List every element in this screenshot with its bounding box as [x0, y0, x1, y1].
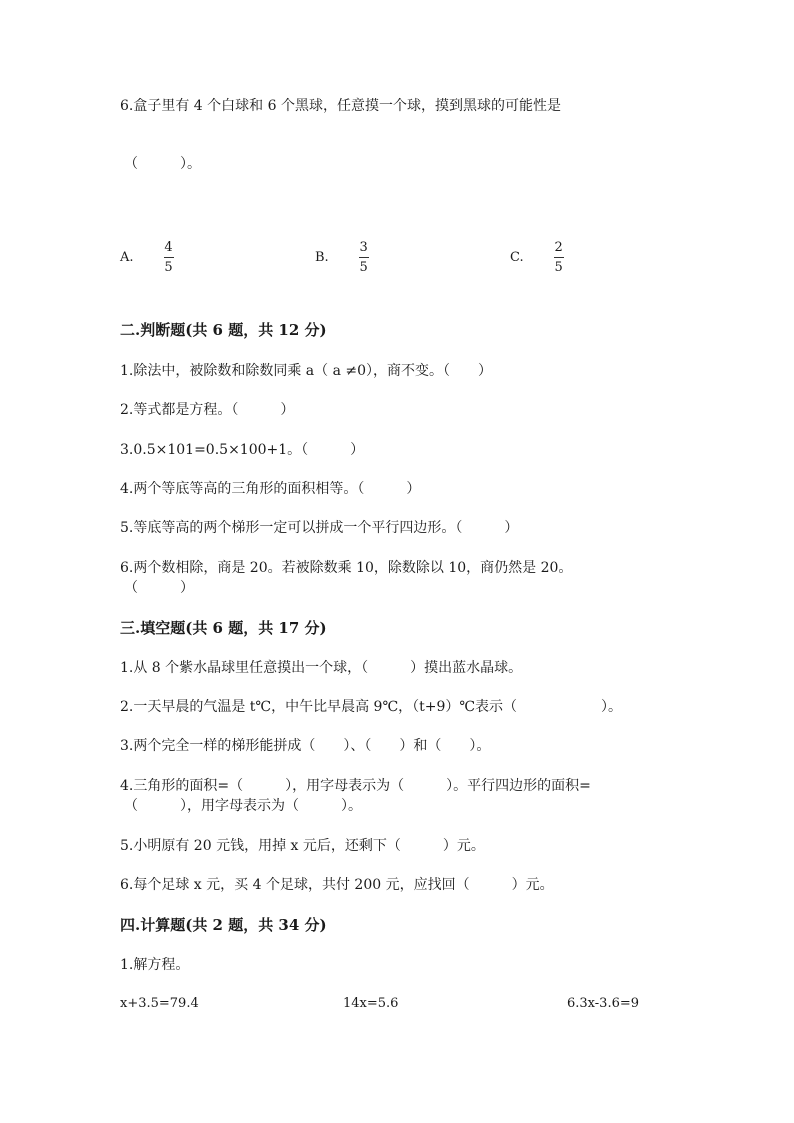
section-2-item-4: 4.两个等底等高的三角形的面积相等。（ ）	[120, 481, 421, 497]
option-a	[120, 240, 174, 275]
section-3-item-3: 3.两个完全一样的梯形能拼成（ ）、（ ）和（ ）。	[120, 738, 491, 754]
option-b-letter: B.	[315, 250, 329, 265]
section-2-item-6: 6.两个数相除，商是 20。若被除数乘 10，除数除以 10，商仍然是 20。	[120, 560, 573, 576]
option-b	[315, 240, 369, 275]
section-2-item-6-blank: （ ）	[124, 580, 194, 596]
option-a-fraction	[164, 240, 174, 275]
option-c-fraction	[554, 240, 564, 275]
section-3-item-4: 4.三角形的面积=（ ），用字母表示为（ ）。平行四边形的面积=	[120, 778, 591, 794]
section-2-item-3: 3.0.5×101=0.5×100+1。（ ）	[120, 442, 365, 458]
option-a-denominator: 5	[164, 260, 173, 275]
section-3-item-4-cont: （ ），用字母表示为（ ）。	[124, 798, 362, 814]
section-2-item-1: 1.除法中，被除数和除数同乘 a（ a ≠0），商不变。（ ）	[120, 363, 493, 379]
option-c-denominator: 5	[554, 260, 563, 275]
option-c	[510, 240, 564, 275]
section-2-heading: 二.判断题(共 6 题，共 12 分)	[120, 321, 327, 339]
question-6-text: 6.盒子里有 4 个白球和 6 个黑球，任意摸一个球，摸到黑球的可能性是	[120, 98, 561, 114]
section-2-item-2: 2.等式都是方程。（ ）	[120, 402, 295, 418]
option-b-numerator: 3	[359, 240, 368, 255]
fraction-bar	[554, 257, 564, 258]
option-b-fraction	[359, 240, 369, 275]
section-3-item-1: 1.从 8 个紫水晶球里任意摸出一个球，（ ）摸出蓝水晶球。	[120, 660, 523, 676]
option-a-numerator: 4	[164, 240, 173, 255]
section-3-item-5: 5.小明原有 20 元钱，用掉 x 元后，还剩下（ ）元。	[120, 838, 485, 854]
fraction-bar	[359, 257, 369, 258]
section-3-item-2: 2.一天早晨的气温是 t℃，中午比早晨高 9℃，（t+9）℃表示（ ）。	[120, 699, 623, 715]
equation-1: x+3.5=79.4	[120, 996, 199, 1011]
fraction-bar	[164, 257, 174, 258]
section-3-heading: 三.填空题(共 6 题，共 17 分)	[120, 619, 327, 637]
section-3-item-6: 6.每个足球 x 元，买 4 个足球，共付 200 元，应找回（ ）元。	[120, 877, 554, 893]
section-4-item-1: 1.解方程。	[120, 957, 190, 973]
question-6-blank: （ ）。	[124, 156, 201, 172]
section-2-item-5: 5.等底等高的两个梯形一定可以拼成一个平行四边形。（ ）	[120, 520, 519, 536]
section-4-heading: 四.计算题(共 2 题，共 34 分)	[120, 916, 327, 934]
option-b-denominator: 5	[359, 260, 368, 275]
equation-2: 14x=5.6	[343, 996, 399, 1011]
option-c-numerator: 2	[554, 240, 563, 255]
option-c-letter: C.	[510, 250, 524, 265]
option-a-letter: A.	[120, 250, 134, 265]
equation-3: 6.3x-3.6=9	[567, 996, 640, 1011]
